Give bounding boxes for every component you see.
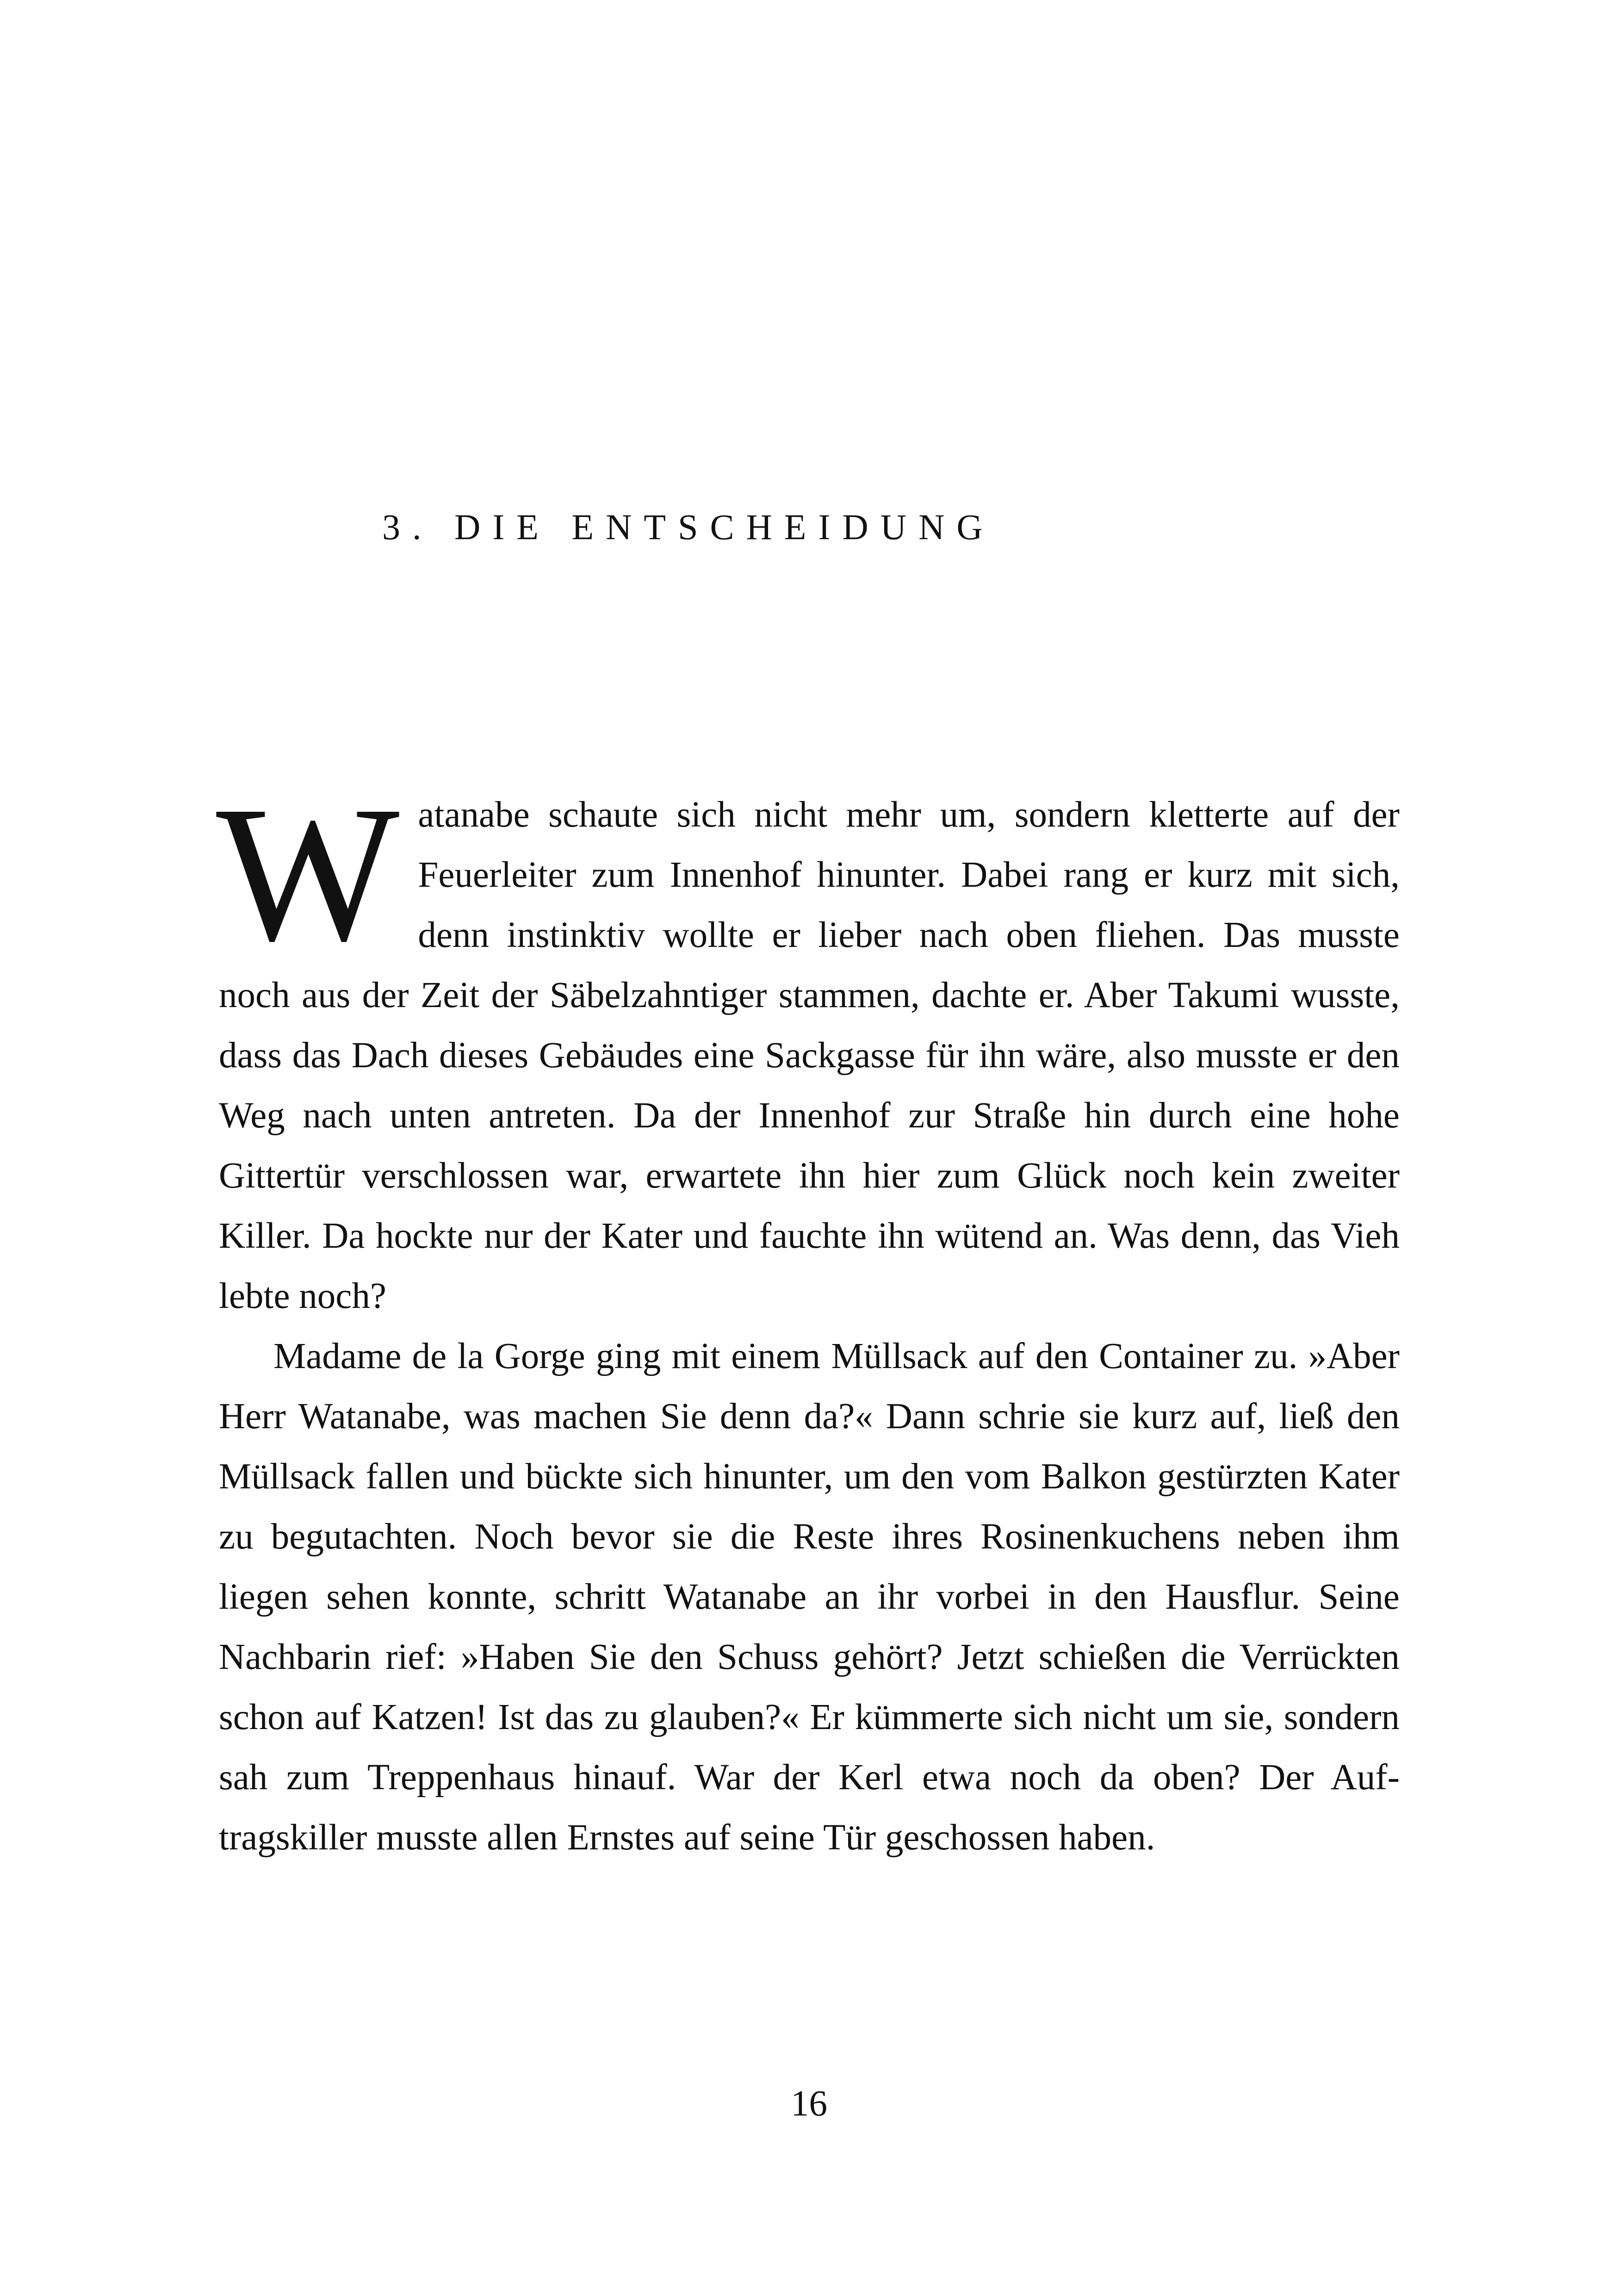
paragraph-1	[216, 766, 1400, 1326]
chapter-title: 3. DIE ENTSCHEIDUNG	[382, 507, 995, 547]
paragraph-2	[219, 1326, 1400, 1868]
paragraph-2-text: Madame de la Gorge ging mit einem Müllsack auf den Container zu. »Aber Herr Watanabe, was machen Sie denn da?« Dann schrie sie kurz auf, ließ den Müllsack fallen und bückte sich hinunter, um den vom Balkon gestürzten Kater zu begutachten. Noch bevor sie die Reste ihres Rosinenkuchens neben ihm liegen sehen konnte, schritt Watanabe an ihr vorbei in den Hausflur. Seine Nachbarin rief: »Haben Sie den Schuss gehört? Jetzt schießen die Verrückten schon auf Katzen! Ist das zu glauben?« Er kümmerte sich nicht um sie, sondern sah zum Treppenhaus hinauf. War der Kerl etwa noch da oben? Der Auftragskiller musste allen Ernstes auf seine Tür geschossen haben.	[219, 1336, 1400, 1858]
page-number: 16	[791, 2084, 827, 2124]
drop-cap: W	[216, 766, 400, 981]
body-text	[216, 766, 1400, 1868]
paragraph-1-text: atanabe schaute sich nicht mehr um, sondern kletterte auf der Feuerleiter zum Innenhof hinunter. Dabei rang er kurz mit sich, denn instinktiv wollte er lieber nach oben fliehen. Das musste noch aus der Zeit der Säbelzahntiger stammen, dachte er. Aber Takumi wusste, dass das Dach dieses Gebäudes eine Sackgasse für ihn wäre, also musste er den Weg nach unten antreten. Da der Innenhof zur Straße hin durch eine hohe Gittertür verschlossen war, erwartete ihn hier zum Glück noch kein zweiter Killer. Da hockte nur der Kater und fauchte ihn wütend an. Was denn, das Vieh lebte noch?	[219, 795, 1400, 1316]
